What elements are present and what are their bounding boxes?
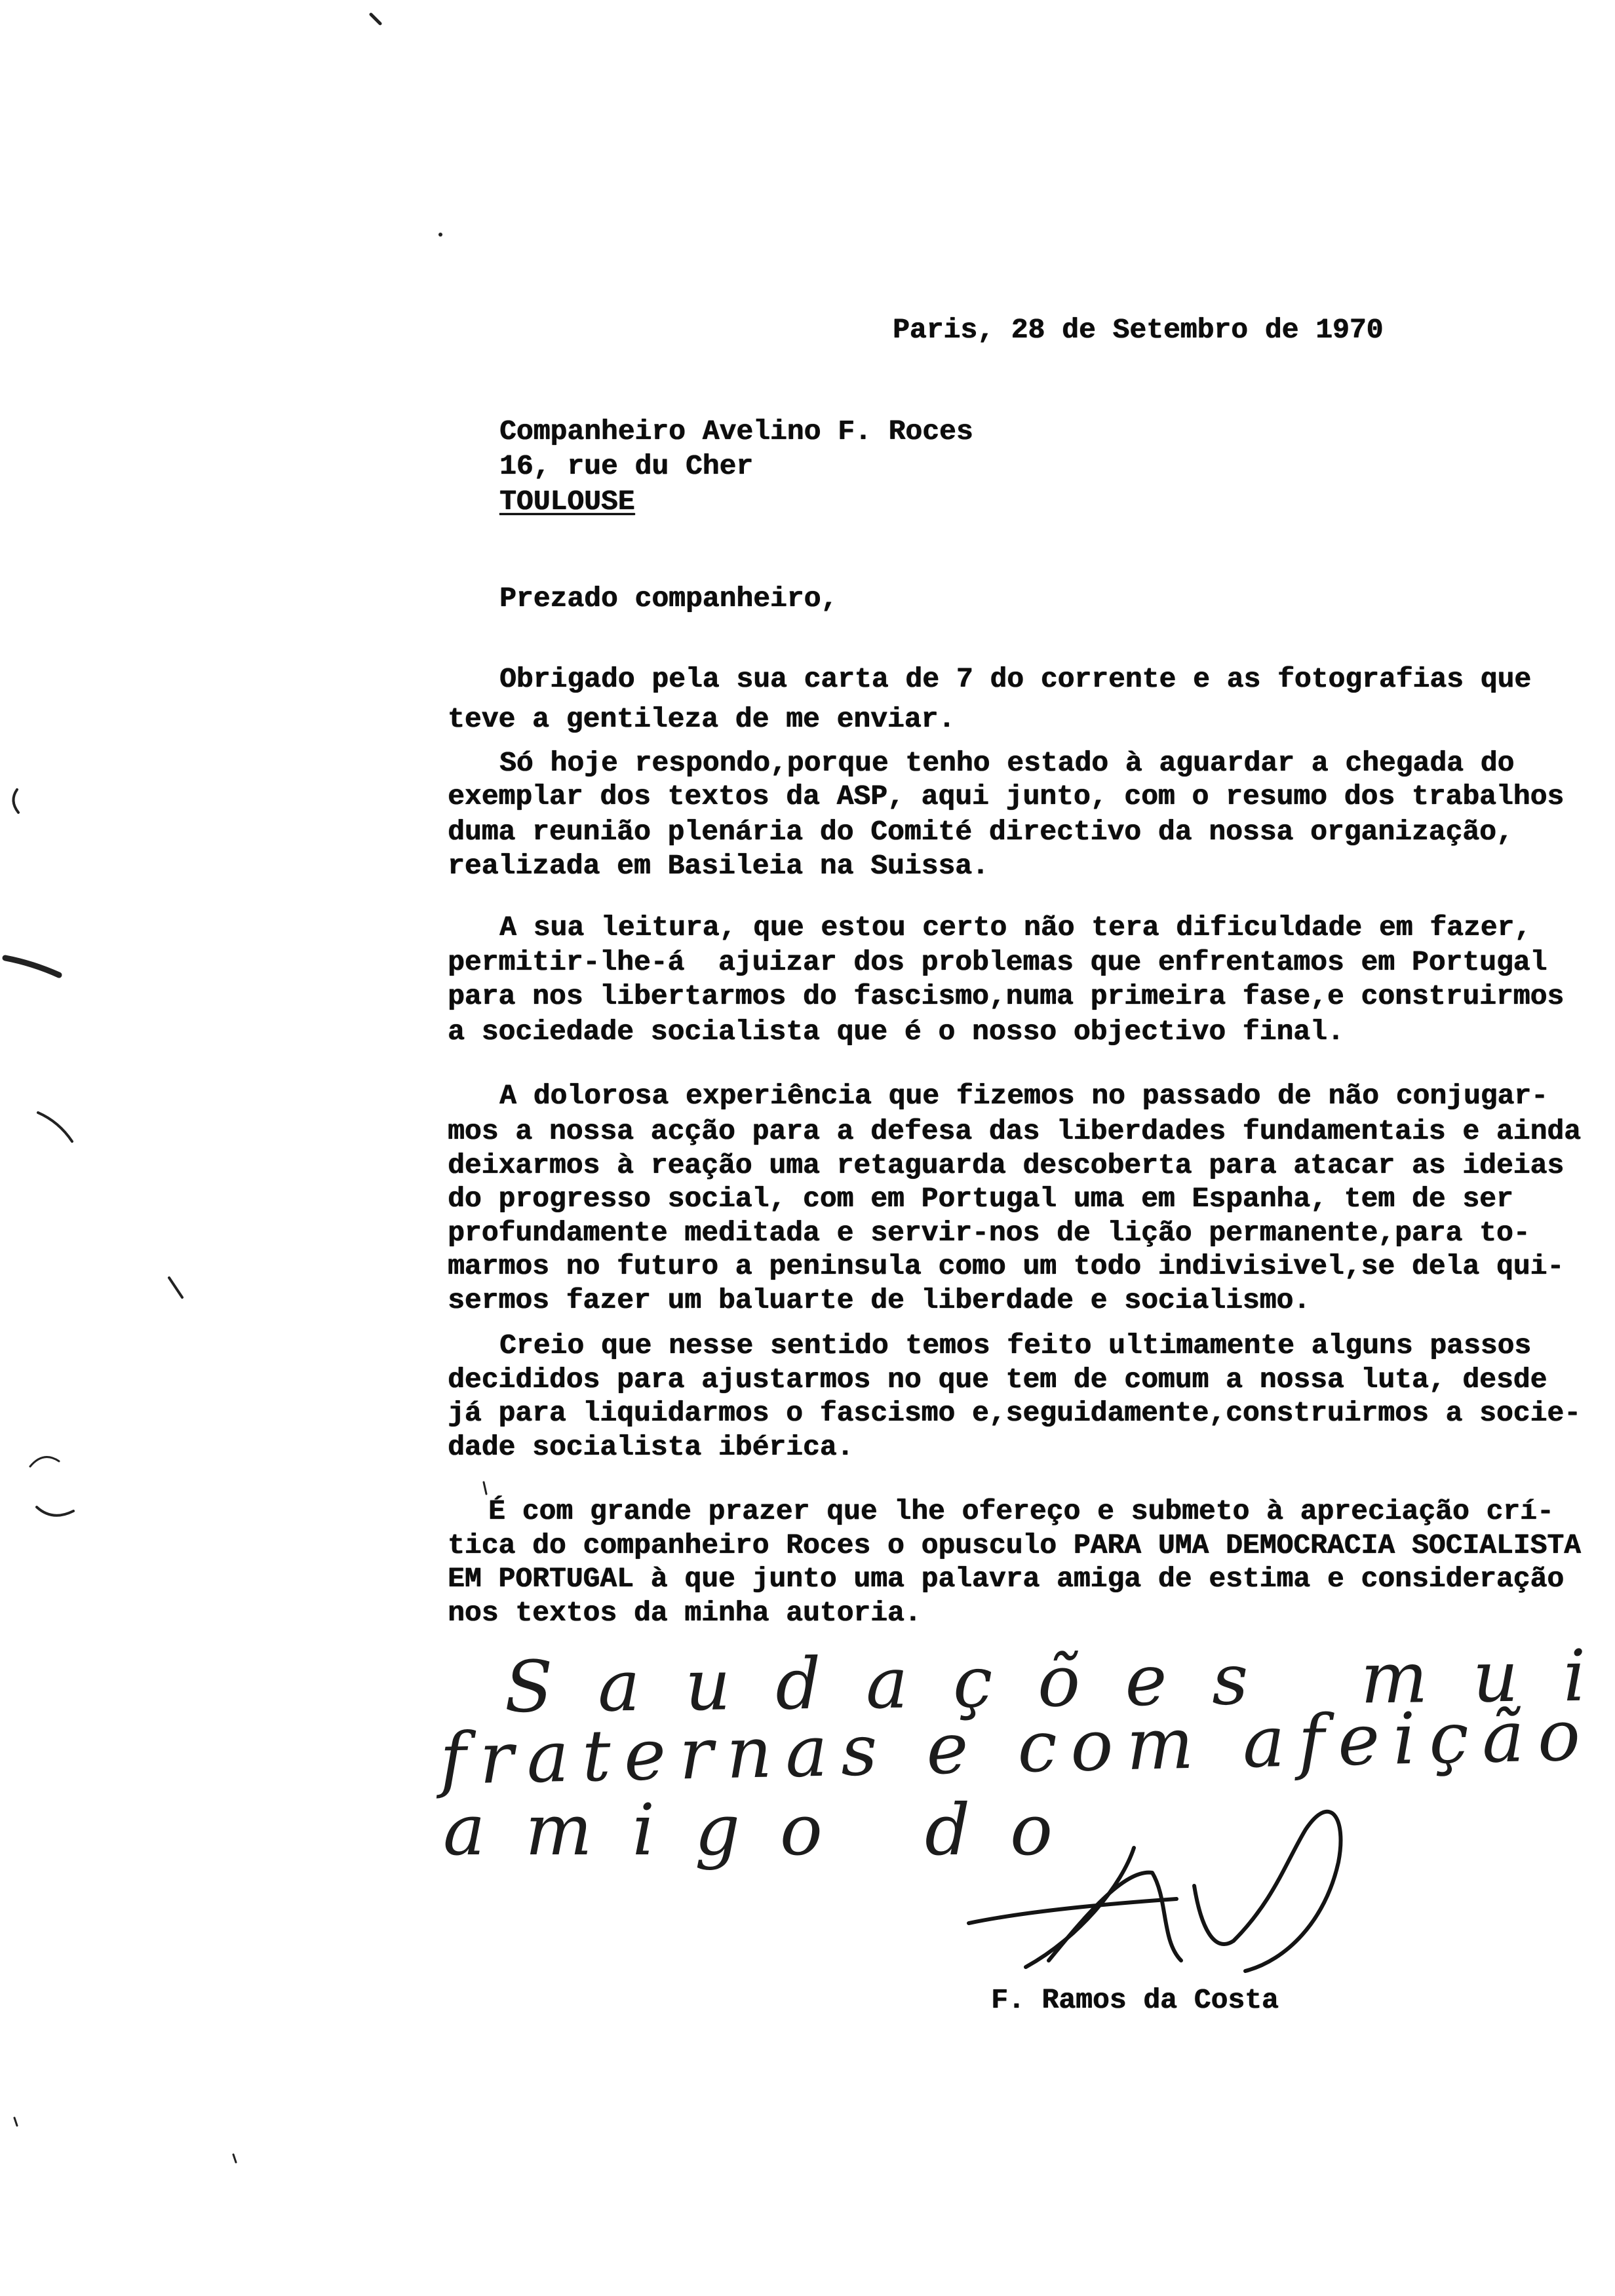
handwritten-closing [435,1636,1586,1871]
scan-mark [37,1507,73,1516]
scan-marks [5,14,486,2162]
scan-mark [38,1113,72,1141]
scan-mark [5,958,59,975]
paragraph-line: nos textos da minha autoria. [448,1597,922,1629]
scan-mark [371,14,380,24]
handwritten-closing-line: Saudações mui [503,1635,1587,1729]
handwritten-closing-line: fraternas e com afeição [438,1694,1582,1801]
recipient-name: Companheiro Avelino F. Roces [499,415,973,448]
paragraph-line: EM PORTUGAL à que junto uma palavra amiga de estima e consideração [448,1563,1565,1595]
paragraph-line: marmos no futuro a peninsula como um todo indivisivel,se dela qui- [448,1250,1565,1282]
paragraph-line: para nos libertarmos do fascismo,numa primeira fase,e construirmos [448,980,1565,1012]
signature-stroke [1026,1848,1134,1967]
paragraph-line: sermos fazer um baluarte de liberdade e socialismo. [448,1284,1311,1316]
paragraph-line: a sociedade socialista que é o nosso objectivo final. [448,1016,1344,1048]
signature-stroke [969,1899,1177,1923]
paragraph-line: teve a gentileza de me enviar. [448,703,956,735]
handwritten-signature [969,1812,1340,1971]
paragraph-line: exemplar dos textos da ASP, aqui junto, com o resumo dos trabalhos [448,780,1565,813]
paragraph-line: realizada em Basileia na Suissa. [448,850,989,882]
scan-mark [13,790,18,813]
paragraph-line: dade socialista ibérica. [448,1431,854,1463]
paragraph-line: já para liquidarmos o fascismo e,seguidamente,construirmos a socie- [448,1397,1581,1429]
paragraph-line: permitir-lhe-á ajuizar dos problemas que enfrentamos em Portugal [448,946,1547,978]
paragraph-line: Obrigado pela sua carta de 7 do corrente e as fotografias que [499,663,1532,695]
date-line: Paris, 28 de Setembro de 1970 [893,314,1384,346]
paragraph-line: Creio que nesse sentido temos feito ultimamente alguns passos [499,1330,1532,1362]
paragraph-line: duma reunião plenária do Comité directivo da nossa organização, [448,816,1513,848]
signatory-name: F. Ramos da Costa [991,1984,1279,2016]
scan-mark [30,1457,59,1466]
paragraph-line: É com grande prazer que lhe ofereço e submeto à apreciação crí- [488,1495,1554,1527]
salutation: Prezado companheiro, [499,583,838,615]
scan-mark [169,1278,182,1297]
handwritten-closing-line: amigo do [443,1789,1053,1871]
scan-mark [484,1482,486,1494]
paragraph-line: A dolorosa experiência que fizemos no passado de não conjugar- [499,1080,1548,1112]
paragraph-line: Só hoje respondo,porque tenho estado à aguardar a chegada do [499,747,1515,779]
signature-stroke [1194,1812,1340,1971]
paragraph-line: tica do companheiro Roces o opusculo PARA UMA DEMOCRACIA SOCIALISTA [448,1529,1581,1561]
signature-stroke [1049,1873,1181,1961]
scan-mark [233,2154,236,2162]
paragraph-line: A sua leitura, que estou certo não tera dificuldade em fazer, [499,911,1532,944]
paragraph-line: deixarmos à reação uma retaguarda descoberta para atacar as ideias [448,1149,1565,1181]
paragraph-line: profundamente meditada e servir-nos de lição permanente,para to- [448,1217,1530,1249]
recipient-street: 16, rue du Cher [499,450,754,482]
paragraph-line: do progresso social, com em Portugal uma em Espanha, tem de ser [448,1183,1513,1215]
scan-mark [14,2118,17,2126]
paragraph-line: mos a nossa acção para a defesa das liberdades fundamentais e ainda [448,1115,1581,1147]
scan-mark [438,233,442,237]
paragraph-line: decididos para ajustarmos no que tem de comum a nossa luta, desde [448,1364,1547,1396]
recipient-city: TOULOUSE [499,486,635,518]
